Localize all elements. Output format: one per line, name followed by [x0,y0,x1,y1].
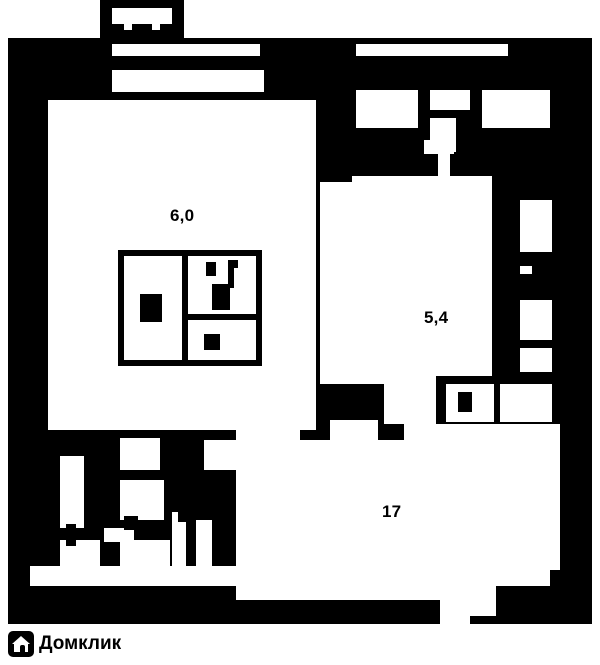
house-logo-icon [8,631,34,657]
room-label-top-left: 6,0 [170,206,195,225]
room-label-right: 5,4 [424,308,449,327]
watermark [8,631,121,657]
room-label-bottom: 17 [382,502,402,521]
watermark-text: Домклик [39,633,122,654]
